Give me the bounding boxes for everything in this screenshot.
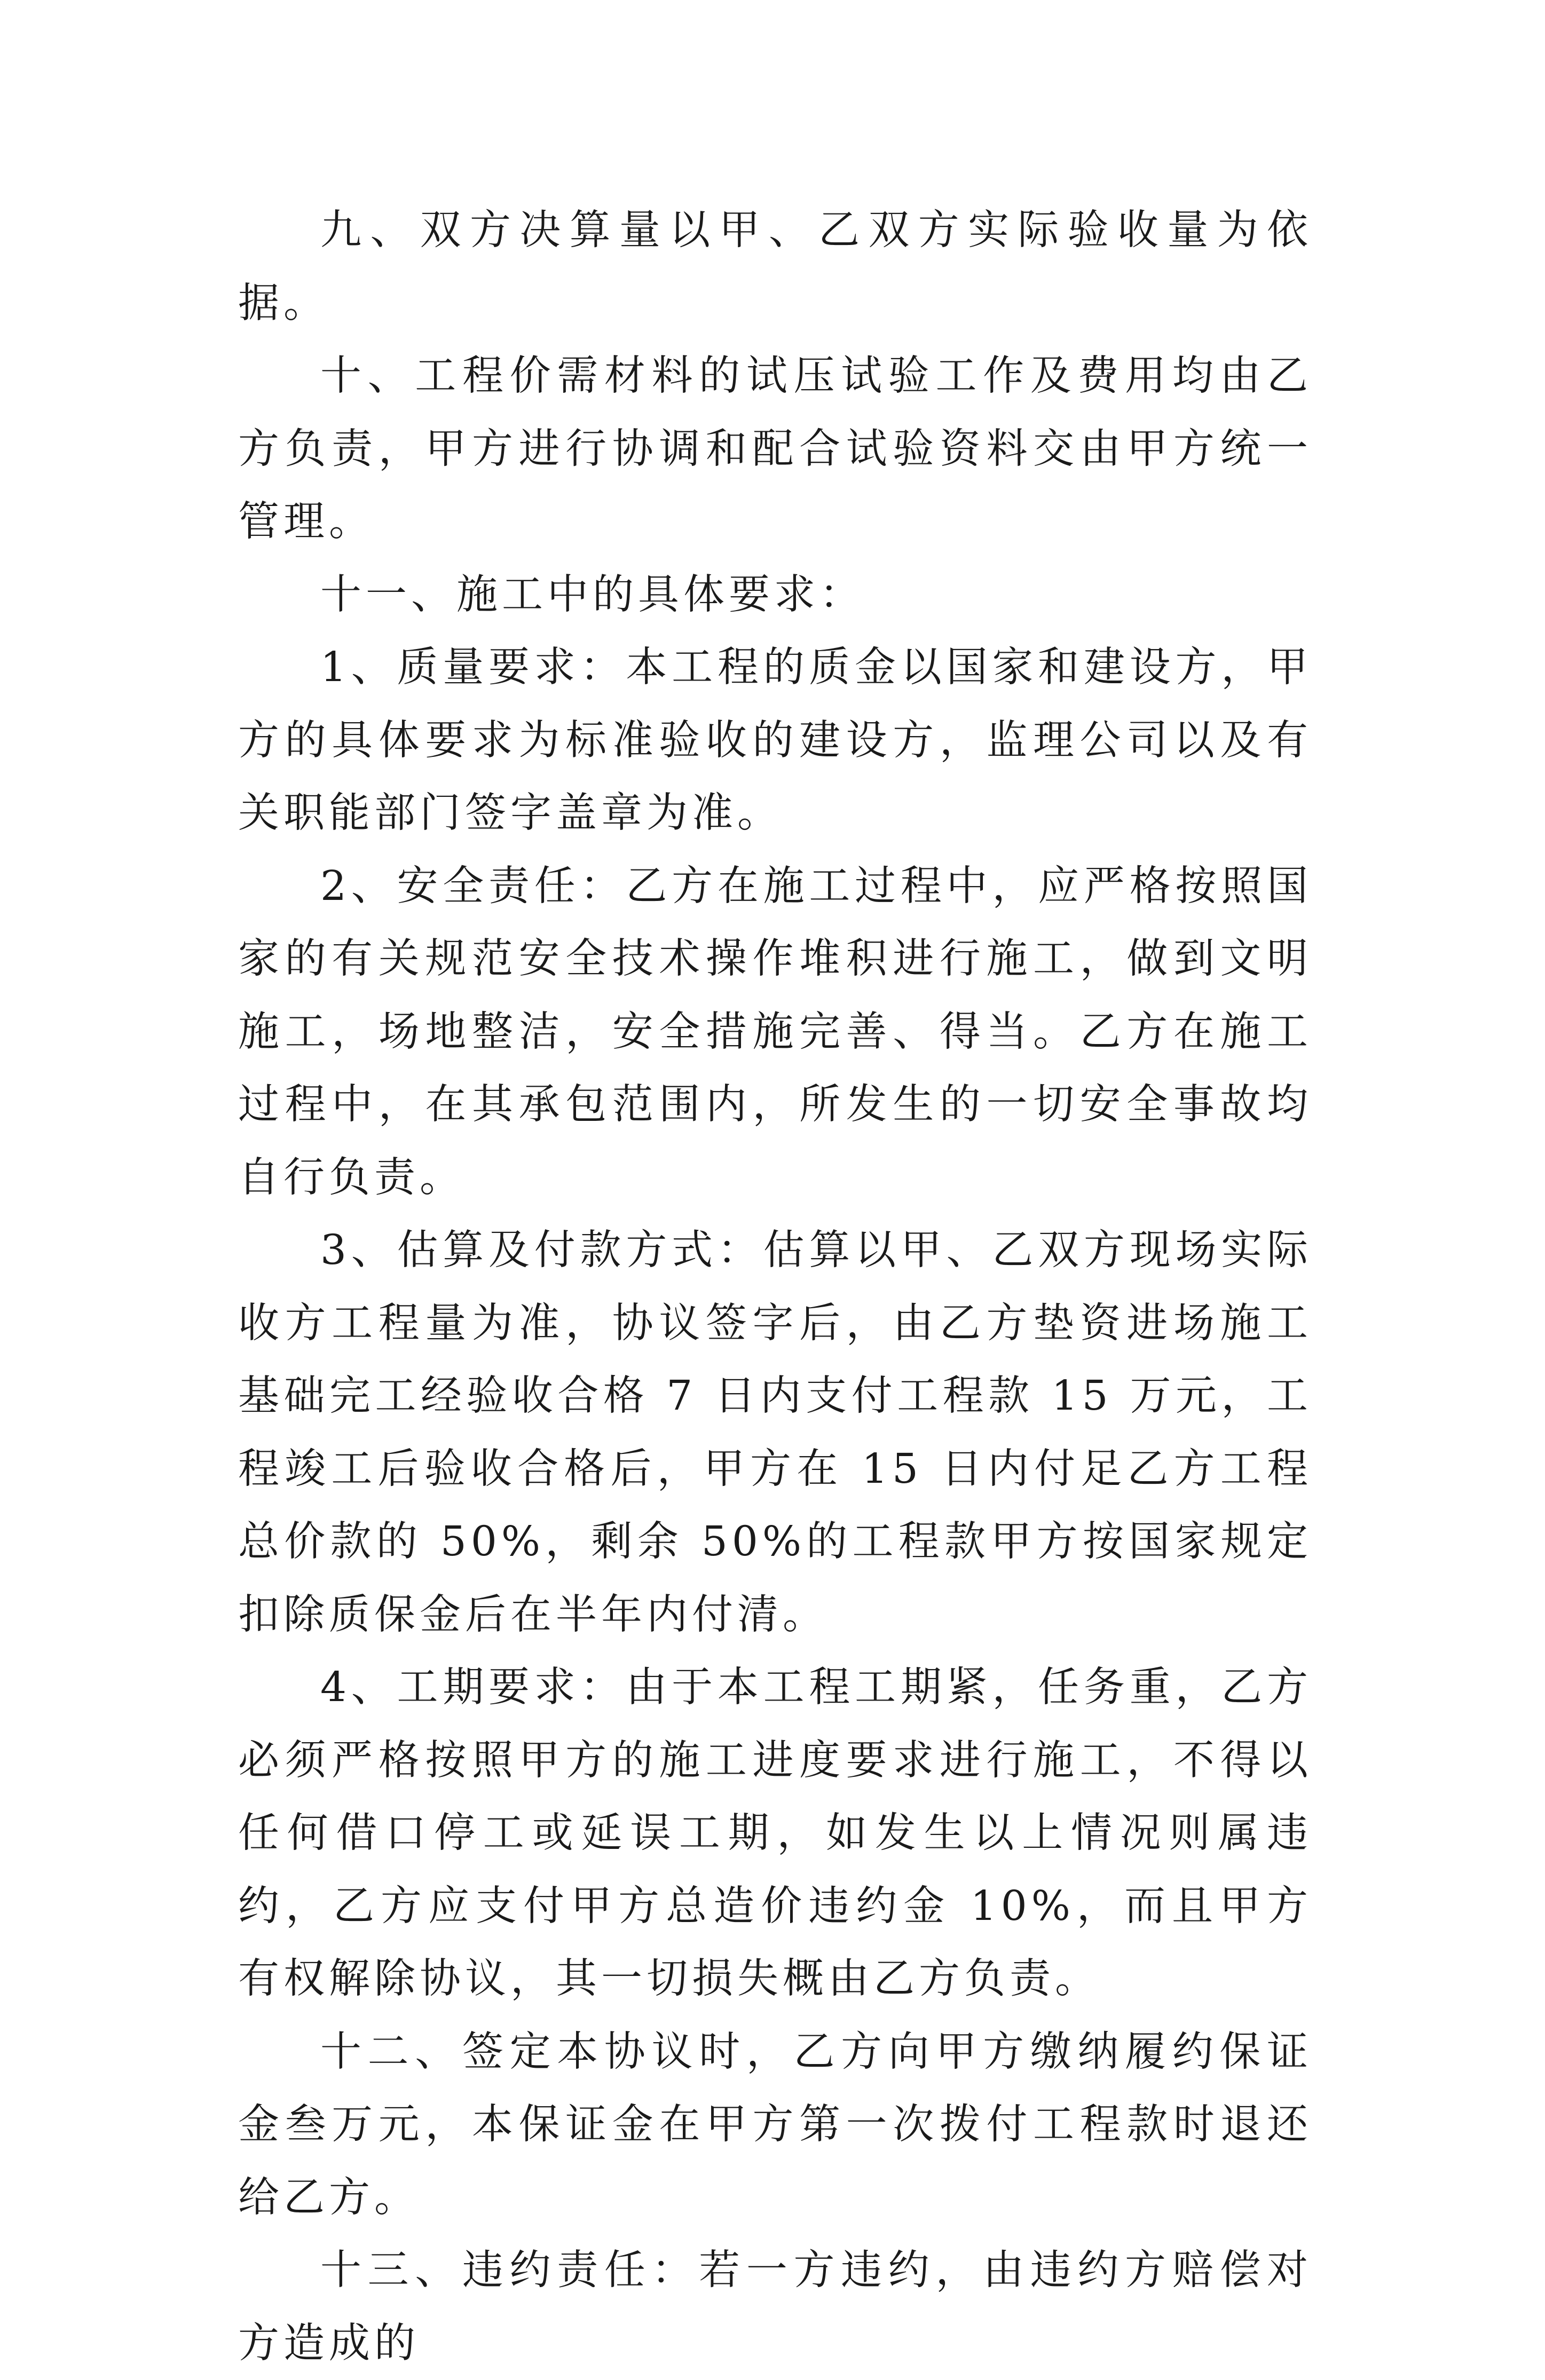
clause-9: 九、双方决算量以甲、乙双方实际验收量为依据。 xyxy=(238,207,1312,327)
document-body xyxy=(238,194,1312,2380)
clause-11-item-1-quality: 1、质量要求：本工程的质金以国家和建设方，甲方的具体要求为标准验收的建设方，监理公司以及有关职能部门签字盖章为准。 xyxy=(238,644,1312,837)
clause-11-item-3-payment: 3、估算及付款方式：估算以甲、乙双方现场实际收方工程量为准，协议签字后，由乙方垫资进场施工基础完工经验收合格 7 日内支付工程款 15 万元，工程竣工后验收合格后，甲方在 15 日内付足乙方工程总价款的 50%，剩余 50%的工程款甲方按国家规定扣除质保金后在半年内付清。 xyxy=(238,1227,1312,1639)
clause-12: 十二、签定本协议时，乙方向甲方缴纳履约保证金叁万元，本保证金在甲方第一次拨付工程款时退还给乙方。 xyxy=(238,2028,1312,2221)
clause-11-item-4-schedule: 4、工期要求：由于本工程工期紧，任务重，乙方必须严格按照甲方的施工进度要求进行施工，不得以任何借口停工或延误工期，如发生以上情况则属违约，乙方应支付甲方总造价违约金 10%，而且甲方有权解除协议，其一切损失概由乙方负责。 xyxy=(238,1664,1312,2003)
clause-13: 十三、违约责任：若一方违约，由违约方赔偿对方造成的 xyxy=(238,2247,1312,2367)
clause-10: 十、工程价需材料的试压试验工作及费用均由乙方负责，甲方进行协调和配合试验资料交由甲方统一管理。 xyxy=(238,352,1312,545)
clause-11-heading: 十一、施工中的具体要求： xyxy=(320,571,865,619)
clause-11-item-2-safety: 2、安全责任：乙方在施工过程中，应严格按照国家的有关规范安全技术操作堆积进行施工，做到文明施工，场地整洁，安全措施完善、得当。乙方在施工过程中，在其承包范围内，所发生的一切安全事故均自行负责。 xyxy=(238,862,1312,1201)
